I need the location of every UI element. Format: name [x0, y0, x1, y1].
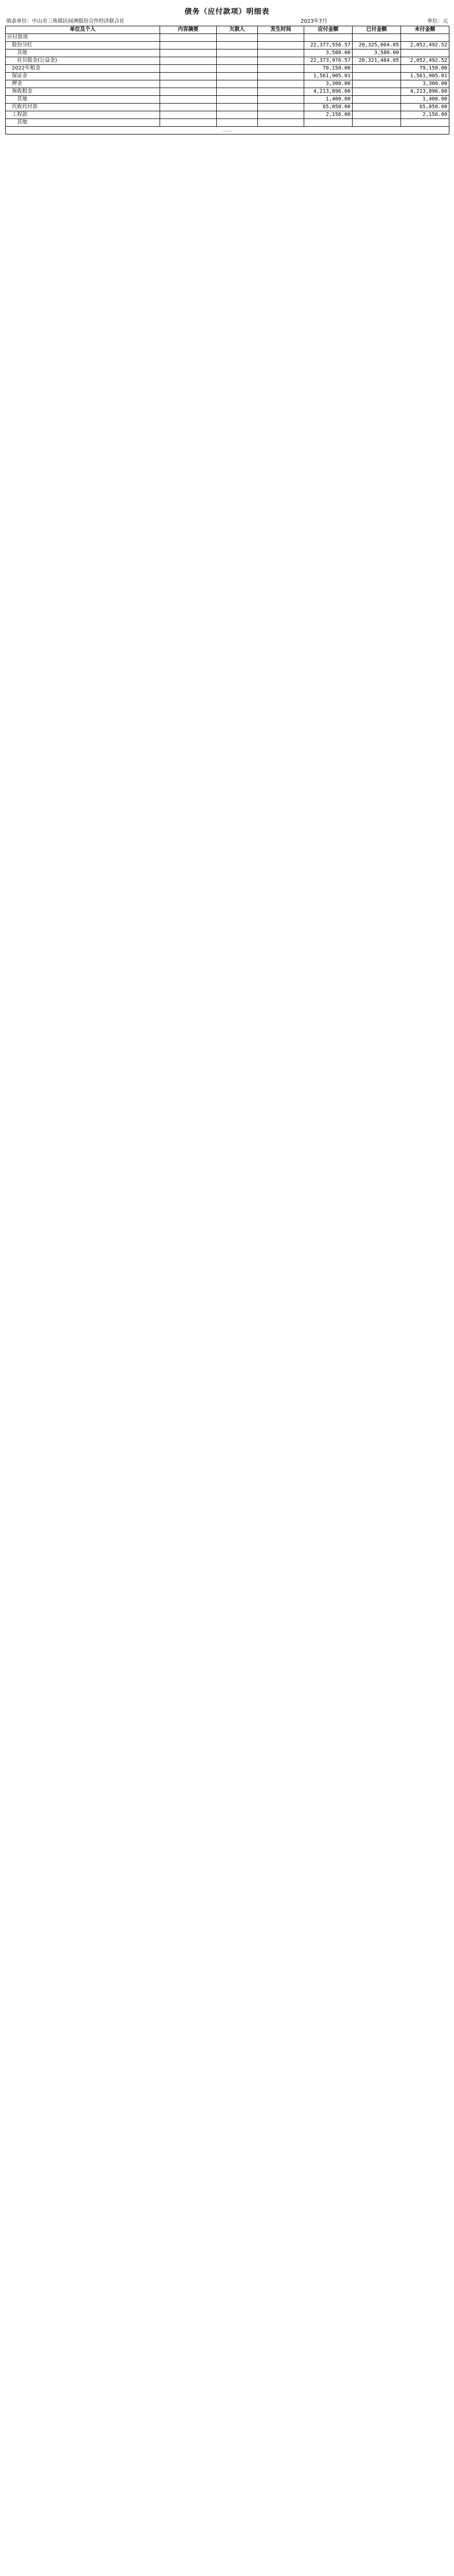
cell-name: 工程款: [6, 111, 160, 119]
cell-date: [258, 88, 304, 96]
cell-paid: [353, 80, 401, 88]
cell-date: [258, 49, 304, 57]
cell-paid: [353, 96, 401, 104]
cell-name: 预收租金: [6, 88, 160, 96]
unit-label: 填表单位：中山市三角镇民间洲股份合作经济联合社: [6, 19, 125, 24]
cell-unpaid: [401, 34, 449, 42]
cell-debtor: [217, 57, 258, 65]
cell-payable: 22,377,556.57: [304, 42, 353, 49]
col-unpaid: 未付金额: [401, 26, 449, 34]
table-header-row: [6, 26, 449, 34]
cell-unpaid: 1,400.00: [401, 96, 449, 104]
cell-debtor: [217, 104, 258, 111]
cell-unpaid: 1,561,905.01: [401, 73, 449, 80]
cell-debtor: [217, 65, 258, 73]
cell-summary: [160, 49, 217, 57]
cell-summary: [160, 104, 217, 111]
cell-date: [258, 111, 304, 119]
cell-debtor: [217, 88, 258, 96]
cell-debtor: [217, 42, 258, 49]
cell-debtor: [217, 96, 258, 104]
cell-debtor: [217, 34, 258, 42]
cell-paid: [353, 88, 401, 96]
cell-unpaid: 65,050.00: [401, 104, 449, 111]
cell-debtor: [217, 73, 258, 80]
cell-unpaid: [401, 119, 449, 127]
cell-payable: 79,150.00: [304, 65, 353, 73]
cell-paid: [353, 65, 401, 73]
cell-name: 押金: [6, 80, 160, 88]
cell-date: [258, 96, 304, 104]
cell-unpaid: [401, 49, 449, 57]
cell-payable: [304, 119, 353, 127]
cell-name: 社员股金(公益金): [6, 57, 160, 65]
col-date: 发生时间: [258, 26, 304, 34]
cell-payable: 22,373,976.57: [304, 57, 353, 65]
cell-paid: [353, 104, 401, 111]
cell-paid: 3,580.00: [353, 49, 401, 57]
col-debtor: 欠款人: [217, 26, 258, 34]
cell-date: [258, 119, 304, 127]
cell-paid: [353, 119, 401, 127]
cell-unpaid: 2,156.00: [401, 111, 449, 119]
cell-unpaid: 3,300.00: [401, 80, 449, 88]
cell-payable: 1,400.00: [304, 96, 353, 104]
cell-date: [258, 34, 304, 42]
cell-unpaid: 4,213,896.00: [401, 88, 449, 96]
cell-date: [258, 65, 304, 73]
col-payable: 应付金额: [304, 26, 353, 34]
cell-summary: [160, 111, 217, 119]
table-row: [6, 88, 449, 96]
cell-paid: 20,325,064.05: [353, 42, 401, 49]
cell-date: [258, 57, 304, 65]
report-meta: [0, 16, 454, 26]
table-row: [6, 80, 449, 88]
cell-summary: [160, 57, 217, 65]
cell-unpaid: 79,150.00: [401, 65, 449, 73]
cell-payable: 4,213,896.00: [304, 88, 353, 96]
cell-summary: [160, 34, 217, 42]
cell-debtor: [217, 119, 258, 127]
cell-summary: [160, 73, 217, 80]
ellipsis-cell: ……: [6, 127, 449, 134]
col-unit-person: 单位及个人: [6, 26, 160, 34]
cell-payable: [304, 34, 353, 42]
cell-paid: [353, 111, 401, 119]
cell-summary: [160, 42, 217, 49]
table-row: [6, 65, 449, 73]
col-paid: 已付金额: [353, 26, 401, 34]
table-row: [6, 111, 449, 119]
table-row: [6, 34, 449, 42]
report-title: 债务（应付款项）明细表: [184, 8, 270, 16]
cell-name: 其他: [6, 96, 160, 104]
cell-payable: 3,300.00: [304, 80, 353, 88]
cell-payable: 2,156.00: [304, 111, 353, 119]
cell-debtor: [217, 111, 258, 119]
table-row: [6, 96, 449, 104]
cell-name: 其他: [6, 49, 160, 57]
cell-summary: [160, 96, 217, 104]
cell-summary: [160, 65, 217, 73]
cell-payable: 1,561,905.01: [304, 73, 353, 80]
cell-name: 其他: [6, 119, 160, 127]
cell-paid: [353, 34, 401, 42]
date-label: 2023年7月: [301, 19, 327, 24]
cell-name: 股份分红: [6, 42, 160, 49]
cell-summary: [160, 80, 217, 88]
cell-date: [258, 73, 304, 80]
cell-name: 保证金: [6, 73, 160, 80]
cell-summary: [160, 88, 217, 96]
cell-payable: 65,050.00: [304, 104, 353, 111]
cell-debtor: [217, 49, 258, 57]
table-row: [6, 127, 449, 134]
cell-name: 应付款项: [6, 34, 160, 42]
cell-debtor: [217, 80, 258, 88]
cell-unpaid: 2,052,492.52: [401, 42, 449, 49]
cell-date: [258, 42, 304, 49]
cell-date: [258, 104, 304, 111]
cell-paid: [353, 73, 401, 80]
table-row: [6, 42, 449, 49]
table-row: [6, 73, 449, 80]
cell-paid: 20,321,484.05: [353, 57, 401, 65]
cell-name: 代收代付款: [6, 104, 160, 111]
table-row: [6, 49, 449, 57]
table-row: [6, 57, 449, 65]
currency-label: 单位：元: [427, 19, 448, 24]
cell-payable: 3,580.00: [304, 49, 353, 57]
table-row: [6, 119, 449, 127]
cell-name: 2022年租金: [6, 65, 160, 73]
table-row: [6, 104, 449, 111]
cell-unpaid: 2,052,492.52: [401, 57, 449, 65]
col-summary: 内容摘要: [160, 26, 217, 34]
cell-summary: [160, 119, 217, 127]
cell-date: [258, 80, 304, 88]
debt-table: [5, 26, 449, 134]
